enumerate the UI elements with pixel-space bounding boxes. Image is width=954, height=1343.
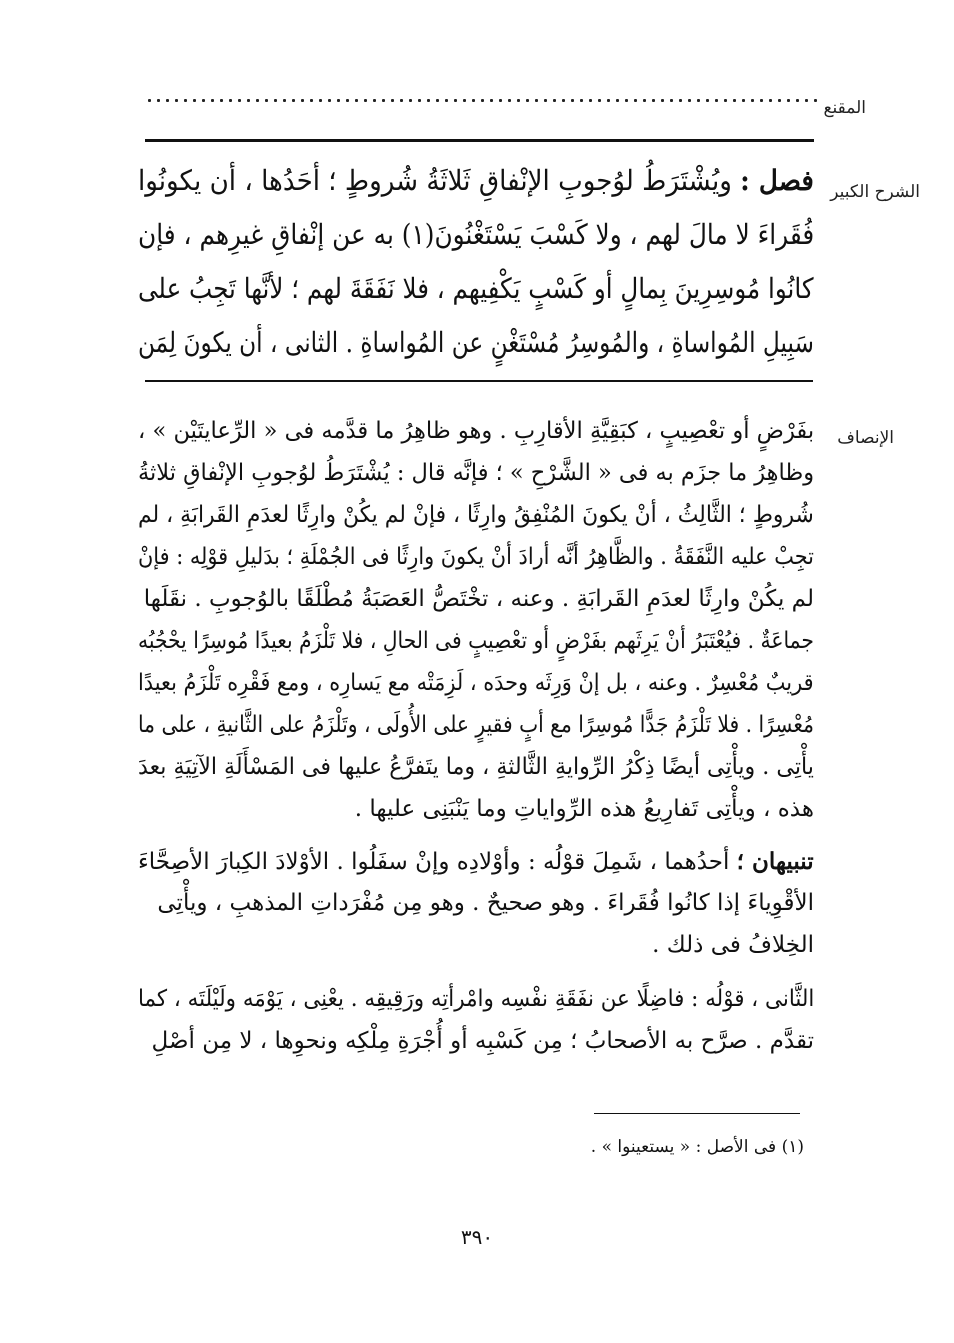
- insaf-line-7: قريبٌ مُعْسِرٌ . وعنه ، بل إنْ وَرِثَه وحدَه ، لَزِمَتْه مع يَسارِه ، ومع فَقْرِه تَلْزَمُ بعيدًا: [138, 670, 814, 696]
- insaf-line-9: يأْتِى . ويأْتِى أيضًا ذِكْرُ الرِّوايةِ الثَّالثةِ ، وما يتَفرَّعُ عليها فى المَسْأَلَةِ الآتِيَةِ بعدَ: [138, 754, 814, 780]
- page-number: ٣٩٠: [460, 1225, 494, 1249]
- insaf-line-4: تجِبْ عليه النَّفَقَةُ . والظَّاهِرُ أنَّه أرادَ أنْ يكونَ وارِثًا فى الجُمْلَةِ ؛ بدَليلِ قوْلِه : فإنْ: [138, 544, 814, 570]
- insaf-line-2: وظاهِرُ ما جزَم به فى « الشَّرْحِ » ؛ فإنَّه قال : يُشْتَرَطُ لوُجوبِ الإنْفاقِ ثلاثةُ: [137, 460, 814, 486]
- tanbihan-line-2: الأقْوِياءَ إذا كانُوا فُقَراءَ . وهو صحيحٌ . وهو مِن مُفْرَداتِ المذهبِ ، ويأْتِى: [157, 890, 814, 916]
- tanbihan-line-1-text: أحدُهما ، شَمِلَ قوْلُه : وأوْلادِه وإنْ سفَلُوا . الأوْلادَ الكِبارَ الأصِحَّاءَ: [138, 849, 730, 875]
- header-rule: [145, 139, 814, 142]
- insaf-line-10: هذه ، ويأْتِى تَفارِيعُ هذه الرِّواياتِ وما يَنْبَنِى عليها .: [354, 796, 814, 822]
- sharh-line-1: [138, 164, 814, 197]
- sharh-line-3: كانُوا مُوسِرِينَ بِمالٍ أو كَسْبٍ يَكْفِيهم ، فلا نَفَقَةَ لهم ؛ لأنَّها تَجِبُ على: [138, 272, 814, 305]
- sharh-text-block: [138, 164, 814, 384]
- tanbihan-heading: تنبيهان ؛: [737, 848, 814, 875]
- insaf-line-8: مُعْسِرًا . فلا تَلْزَمُ جَدًّا مُوسِرًا مع أبٍ فقيرٍ على الأُولَى ، وتَلْزَمُ على الثَّانيةِ ، على ما: [138, 712, 814, 738]
- insaf-text-block: [138, 418, 814, 1098]
- section-divider: [145, 380, 813, 382]
- sharh-line-4: سَبِيلِ المُواساةِ ، والمُوسِرُ مُسْتَغْنٍ عن المُواساةِ . الثانى ، أن يكونَ لِمَن: [138, 326, 814, 359]
- second-note-line-2: تقدَّم . صرَّح به الأصحابُ ؛ مِن كَسْبِه أو أُجْرَةِ مِلْكِه ونحوِها ، لا مِن أصْلِ: [151, 1028, 814, 1054]
- sharh-line-1-text: ويُشْتَرَطُ لوُجوبِ الإنْفاقِ ثَلاثَةُ شُروطٍ ؛ أحَدُها ، أن يكونُوا: [138, 164, 732, 197]
- insaf-line-3: شُروطٍ ؛ الثَّالِثُ ، أنْ يكونَ المُنْفِقُ وارِثًا ، فإنْ لم يكُنْ وارِثًا لعدَمِ القَرابَةِ ، لم: [138, 502, 814, 528]
- header-dotted-rule: [145, 96, 817, 108]
- insaf-line-1: بفَرْضٍ أو تعْصِيبٍ ، كبَقِيَّةِ الأقارِبِ . وهو ظاهِرُ ما قدَّمه فى « الرِّعايتَيْن » ،: [137, 418, 814, 444]
- footnote: (١) فى الأصل : « يستعينوا » .: [590, 1137, 804, 1157]
- book-title-header: المقنع: [823, 98, 866, 118]
- footnote-rule: [594, 1113, 800, 1114]
- second-note-line-1: الثَّانى ، قوْلُه : فاضِلًا عن نفَقَةِ نفْسِه وامْرأتِه ورَقِيقِه . يعْنِى ، يَوْمَه ولَيْلَتَه ، كما: [137, 986, 814, 1012]
- sharh-line-2: فُقَراءَ لا مالَ لهم ، ولا كَسْبَ يَسْتَغْنُونَ(١) به عن إنْفاقِ غيرِهم ، فإن: [137, 218, 814, 251]
- tanbihan-line-3: الخِلافُ فى ذلك .: [652, 932, 814, 958]
- section-label-sharh: الشرح الكبير: [830, 182, 920, 202]
- section-label-insaf: الإنصاف: [837, 428, 894, 448]
- insaf-line-6: جماعَةٌ . فيُعْتَبَرُ أنْ يَرِثَهم بفَرْضٍ أو تعْصِيبٍ فى الحالِ ، فلا تَلْزَمُ بعيدًا مُوسِرًا يحْجُبُه: [138, 628, 814, 654]
- sharh-heading: فصل :: [740, 164, 814, 197]
- insaf-line-5: لم يكُنْ وارِثًا لعدَمِ القَرابَةِ . وعنه ، تخْتَصُّ العَصَبَةُ مُطْلَقًا بالوُجوبِ . نقَلَها: [143, 586, 814, 612]
- tanbihan-line-1: [138, 848, 814, 875]
